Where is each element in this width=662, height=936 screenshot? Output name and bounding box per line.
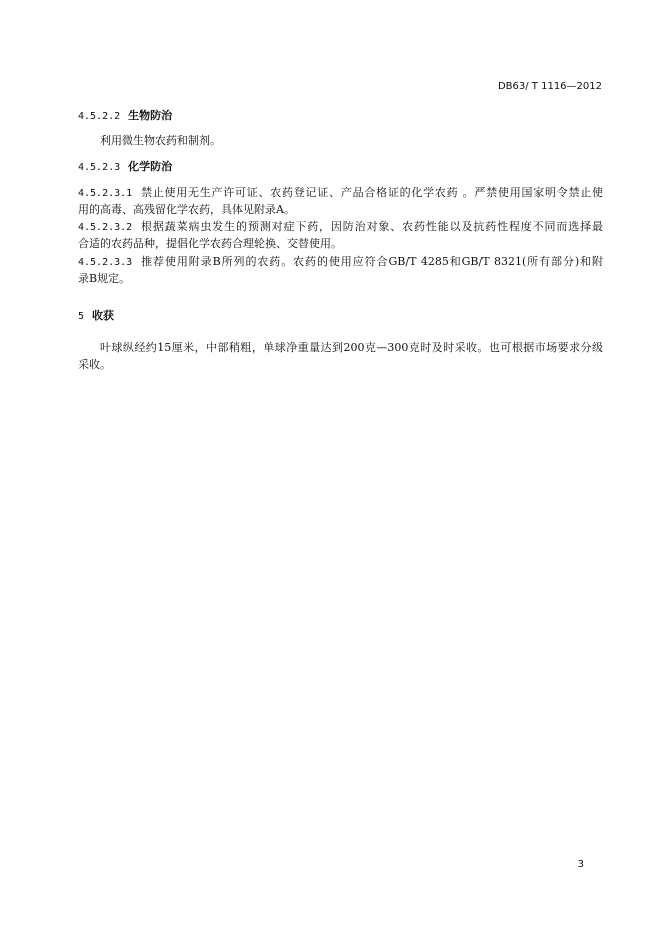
heading-4523 <box>78 158 603 176</box>
paragraph-text: 推荐使用附录B所列的农药。农药的使用应符合GB/T 4285和GB/T 8321(所有部分)和附 <box>140 255 603 268</box>
section-number: 4.5.2.2 <box>78 111 121 122</box>
section-title: 收获 <box>92 309 115 322</box>
heading-4522 <box>78 107 603 125</box>
paragraph-text: 禁止使用无生产许可证、农药登记证、产品合格证的化学农药 。严禁使用国家明令禁止使 <box>140 186 603 199</box>
paragraph-45233-line2: 录B规定。 <box>78 272 131 285</box>
section-title: 化学防治 <box>128 160 173 173</box>
section-number: 5 <box>78 311 85 322</box>
paragraph-45231-line2: 用的高毒、高残留化学农药，具体见附录A。 <box>78 203 295 216</box>
section-title: 生物防治 <box>128 109 173 122</box>
section-number: 4.5.2.3 <box>78 162 121 173</box>
document-code: DB63/ T 1116—2012 <box>497 81 602 92</box>
paragraph-45232-line2: 合适的农药品种，提倡化学农药合理轮换、交替使用。 <box>78 237 342 250</box>
section-number: 4.5.2.3.1 <box>78 188 133 199</box>
paragraph-5-line2: 采收。 <box>78 358 111 371</box>
paragraph-text: 根据蔬菜病虫发生的预测对症下药，因防治对象、农药性能以及抗药性程度不同而选择最 <box>140 220 603 233</box>
section-number: 4.5.2.3.3 <box>78 257 133 268</box>
paragraph-45232-line1 <box>78 218 603 236</box>
paragraph-5-line1: 叶球纵经约15厘米，中部稍粗，单球净重量达到200克—300克时及时采收。也可根据市场要求分级 <box>100 341 603 354</box>
page-number: 3 <box>577 859 584 870</box>
section-number: 4.5.2.3.2 <box>78 222 133 233</box>
paragraph-45233-line1 <box>78 253 603 271</box>
heading-5 <box>78 307 603 325</box>
paragraph-4522: 利用微生物农药和制剂。 <box>100 134 221 147</box>
paragraph-45231-line1 <box>78 184 603 202</box>
